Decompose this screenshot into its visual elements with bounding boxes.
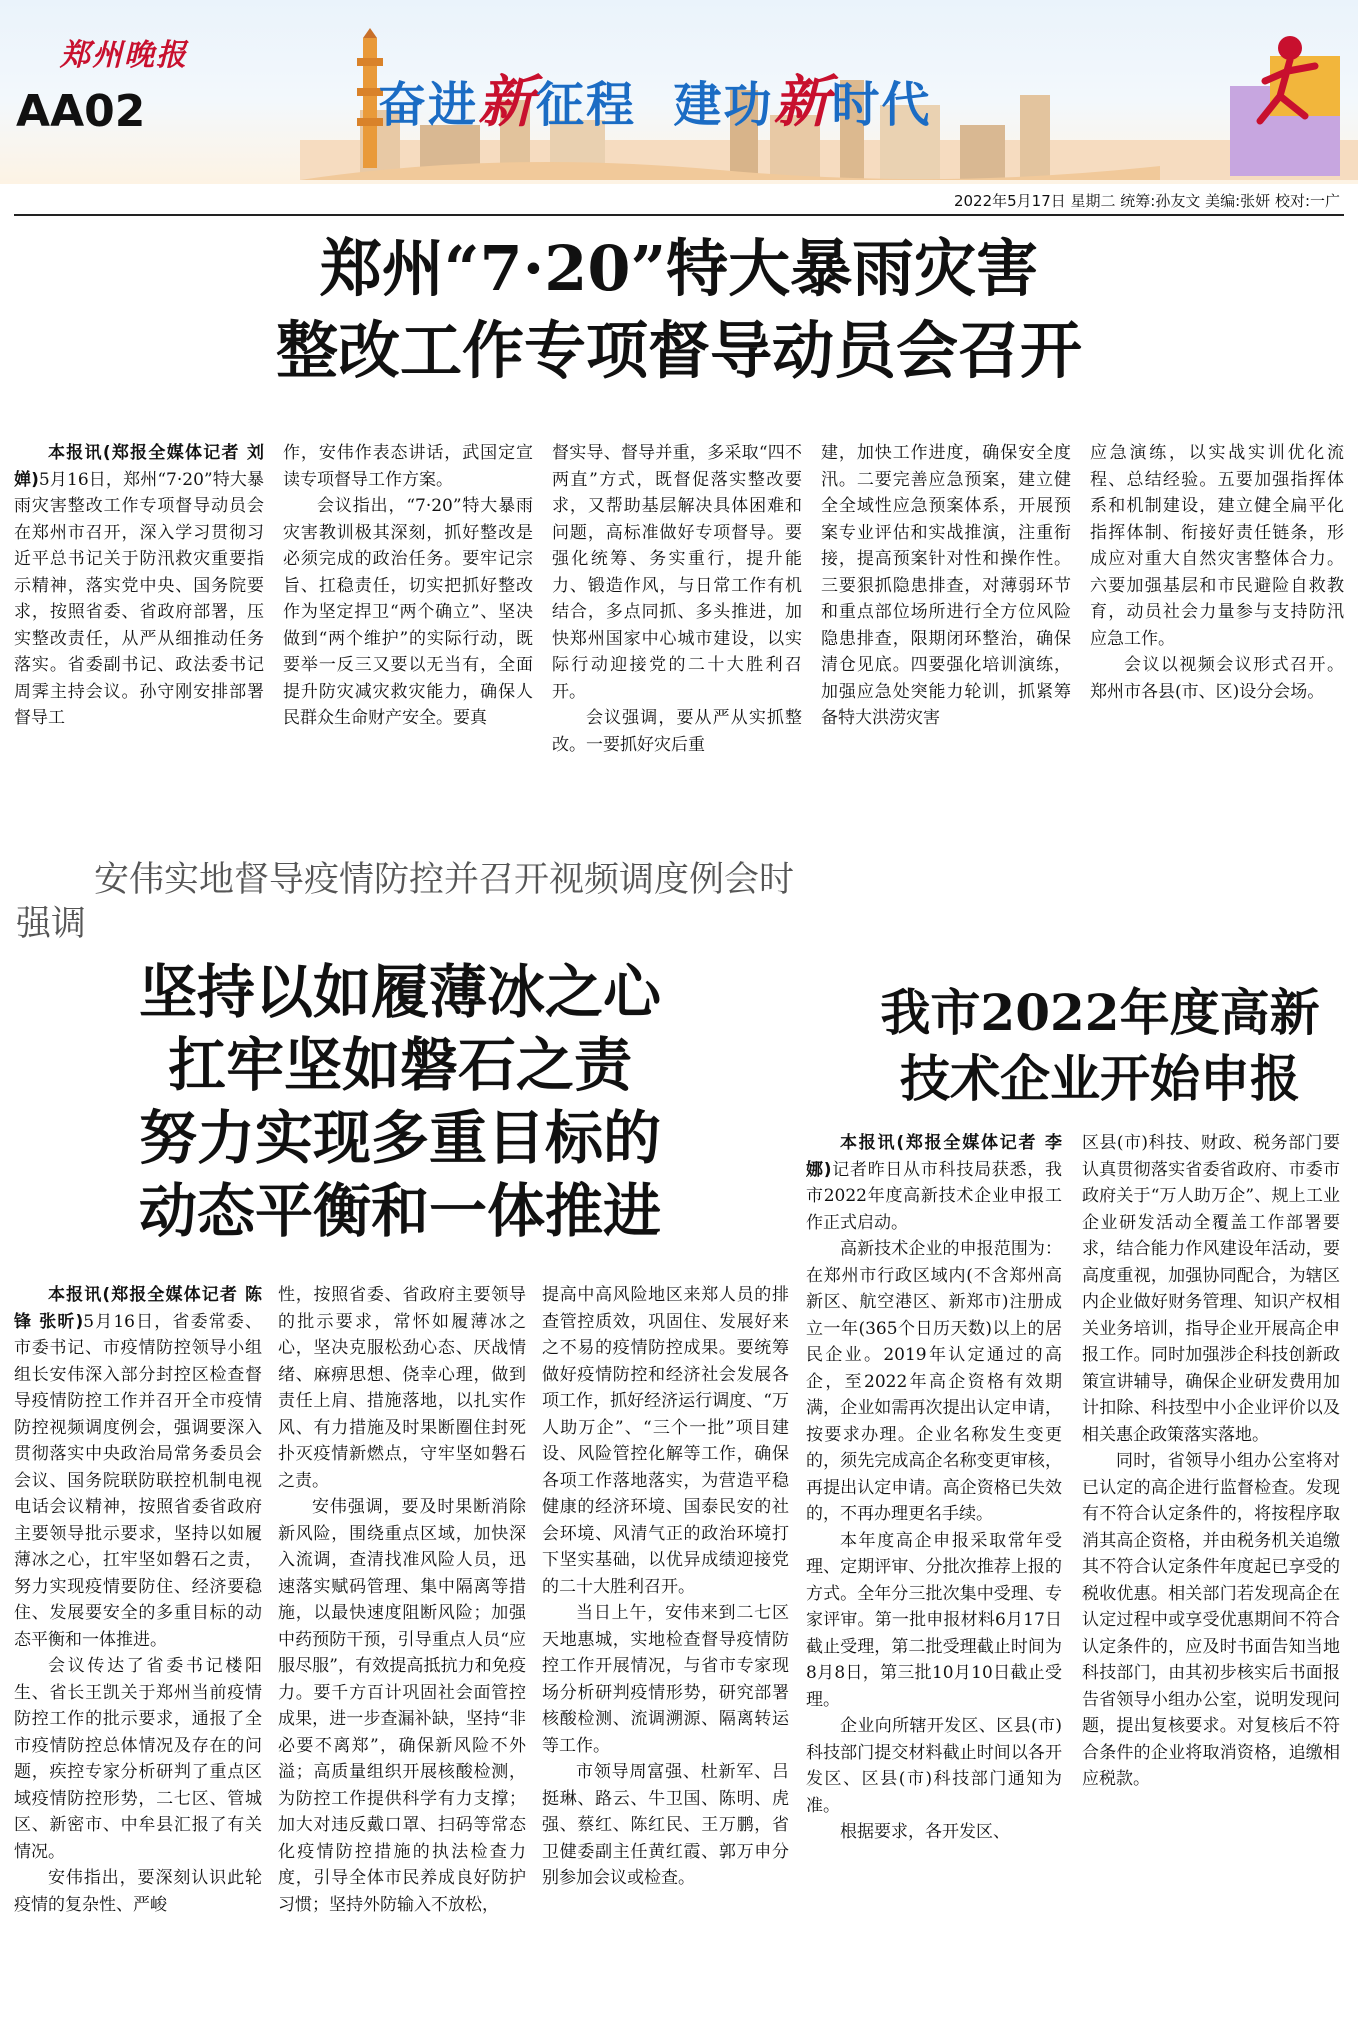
headline-line: 坚持以如履薄冰之心 xyxy=(138,958,661,1026)
headline-line: 动态平衡和一体推进 xyxy=(138,1177,661,1245)
paragraph: 安伟指出，要深刻认识此轮疫情的复杂性、严峻 xyxy=(14,1868,262,1915)
article2-body xyxy=(14,1282,789,2032)
paragraph: 作，安伟作表态讲话，武国定宣读专项督导工作方案。 xyxy=(283,443,533,490)
paragraph: 当日上午，安伟来到二七区天地惠城，实地检查督导疫情防控工作开展情况，与省市专家现场分析研判疫情形势，研究部署核酸检测、流调溯源、隔离转运等工作。 xyxy=(542,1603,789,1756)
article2-subtitle: 安伟实地督导疫情防控并召开视频调度例会时强调 xyxy=(16,860,795,944)
paragraph: 应急演练，以实战实训优化流程、总结经验。五要加强指挥体系和机制建设，建立健全扁平化指挥体制、衔接好责任链条，形成应对重大自然灾害整体合力。六要加强基层和市民避险自救教育，动员社会力量参与支持防汛应急工作。 xyxy=(1090,443,1344,649)
page-number: AA02 xyxy=(16,86,146,137)
paragraph: 根据要求，各开发区、 xyxy=(840,1822,1010,1842)
paragraph: 同时，省领导小组办公室将对已认定的高企进行监督检查。发现有不符合认定条件的，将按程序取消其高企资格，并由税务机关追缴其不符合认定条件年度起已享受的税收优惠。相关部门若发现高企在认定过程中或享受优惠期间不符合认定条件的，应及时书面告知当地科技部门，由其初步核实后书面报告省领导小组办公室，说明发现问题，提出复核要求。对复核后不符合条件的企业将取消资格，追缴相应税款。 xyxy=(1082,1451,1340,1789)
article2-column-3 xyxy=(542,1282,789,2027)
article1-body xyxy=(14,440,1344,820)
headline-line: 郑州“7·20”特大暴雨灾害 xyxy=(319,232,1039,305)
paragraph: 高新技术企业的申报范围为：在郑州市行政区域内(不含郑州高新区、航空港区、新郑市)注册成立一年(365个日历天数)以上的居民企业。2019年认定通过的高企，至2022年高企资格有效期满，企业如需再次提出认定申请，按要求办理。企业名称发生变更的，须先完成高企名称变更审核，再提出认定申请。高企资格已失效的，不再办理更名手续。 xyxy=(806,1239,1062,1524)
paragraph: 会议强调，要从严从实抓整改。一要抓好灾后重 xyxy=(552,708,802,755)
header-rule xyxy=(14,214,1344,216)
paragraph: 5月16日，省委常委、市委书记、市疫情防控领导小组组长安伟深入部分封控区检查督导疫情防控工作并召开全市疫情防控视频调度例会，强调要深入贯彻落实中央政治局常务委员会会议、国务院联防联控机制电视电话会议精神，按照省委省政府主要领导批示要求，坚持以如履薄冰之心，扛牢坚如磐石之责，努力实现疫情要防住、经济要稳住、发展要安全的多重目标的动态平衡和一体推进。 xyxy=(14,1311,262,1650)
runner-illustration xyxy=(1170,26,1350,176)
article1-column-2 xyxy=(283,440,533,815)
slogan-part: 奋进 xyxy=(378,77,479,133)
paragraph: 提高中高风险地区来郑人员的排查管控质效，巩固住、发展好来之不易的疫情防控成果。要统筹做好疫情防控和经济社会发展各项工作，抓好经济运行调度、“万人助万企”、“三个一批”项目建设、风险管控化解等工作，确保各项工作落地落实，为营造平稳健康的经济环境、国泰民安的社会环境、风清气正的政治环境打下坚实基础，以优异成绩迎接党的二十大胜利召开。 xyxy=(542,1285,789,1597)
article3-headline xyxy=(850,980,1350,1112)
masthead-slogan xyxy=(378,58,931,138)
page-number-value: A02 xyxy=(50,86,146,137)
headline-line: 努力实现多重目标的 xyxy=(138,1104,661,1172)
slogan-accent: 新 xyxy=(478,70,537,135)
paragraph: 区县(市)科技、财政、税务部门要认真贯彻落实省委省政府、市委市政府关于“万人助万企”、规上工业企业研发活动全覆盖工作部署要求，结合能力作风建设年活动，要高度重视，加强协同配合，为辖区内企业做好财务管理、知识产权相关业务培训，指导企业开展高企申报工作。同时加强涉企科技创新政策宣讲辅导，确保企业研发费用加计扣除、科技型中小企业评价以及相关惠企政策落实落地。 xyxy=(1082,1133,1340,1445)
article3-column-2 xyxy=(1082,1130,1340,2027)
paragraph: 督实导、督导并重，多采取“四不两直”方式，既督促落实整改要求，又帮助基层解决具体困难和问题，高标准做好专项督导。要强化统筹、务实重行，提升能力、锻造作风，与日常工作有机结合，多点同抓、多头推进，加快郑州国家中心城市建设，以实际行动迎接党的二十大胜利召开。 xyxy=(552,443,802,702)
paragraph: 企业向所辖开发区、区县(市)科技部门提交材料截止时间以各开发区、区县(市)科技部门通知为准。 xyxy=(806,1716,1062,1816)
paragraph: 会议传达了省委书记楼阳生、省长王凯关于郑州当前疫情防控工作的批示要求，通报了全市疫情防控总体情况及存在的问题，疾控专家分析研判了重点区域疫情防控形势，二七区、管城区、新密市、中牟县汇报了有关情况。 xyxy=(14,1656,262,1862)
paragraph: 记者昨日从市科技局获悉，我市2022年度高新技术企业申报工作正式启动。 xyxy=(806,1159,1062,1233)
article2-column-1 xyxy=(14,1282,262,2027)
byline: 本报讯(郑报全媒体记者 陈锋 张昕) xyxy=(14,1285,262,1332)
byline: 本报讯(郑报全媒体记者 刘婵) xyxy=(14,443,264,490)
paragraph: 会议指出，“7·20”特大暴雨灾害教训极其深刻，抓好整改是必须完成的政治任务。要牢记宗旨、扛稳责任，切实把抓好整改作为坚定捍卫“两个确立”、坚决做到“两个维护”的实际行动，既要举一反三又要以无当有，全面提升防灾减灾救灾能力，确保人民群众生命财产安全。要真 xyxy=(283,496,533,728)
paragraph: 5月16日，郑州“7·20”特大暴雨灾害整改工作专项督导动员会在郑州市召开，深入学习贯彻习近平总书记关于防汛救灾重要指示精神，落实党中央、国务院要求，按照省委、省政府部署，压实整改责任，从严从细推动任务落实。省委副书记、政法委书记周霁主持会议。孙守刚安排部署督导工 xyxy=(14,469,264,728)
paragraph: 安伟强调，要及时果断消除新风险，围绕重点区域，加快深入流调，查清找准风险人员，迅速落实赋码管理、集中隔离等措施，以最快速度阻断风险；加强中药预防干预，引导重点人员“应服尽服”，有效提高抵抗力和免疫力。要千方百计巩固社会面管控成果，进一步查漏补缺，坚持“非必要不离郑”，确保新风险不外溢；高质量组织开展核酸检测，为防控工作提供科学有力支撑；加大对违反戴口罩、扫码等常态化疫情防控措施的执法检查力度，引导全体市民养成良好防护习惯；坚持外防输入不放松， xyxy=(278,1497,526,1915)
article1-column-5 xyxy=(1090,440,1344,815)
headline-line: 整改工作专项督导动员会召开 xyxy=(275,314,1082,387)
slogan-part: 征程 建功 xyxy=(536,77,774,133)
article1-column-4 xyxy=(821,440,1071,815)
paragraph: 建，加快工作进度，确保安全度汛。二要完善应急预案，建立健全全域性应急预案体系，开展预案专业评估和实战推演，注重衔接，提高预案针对性和操作性。三要狠抓隐患排查，对薄弱环节和重点部位场所进行全方位风险隐患排查，限期闭环整治，确保清仓见底。四要强化培训演练，加强应急处突能力轮训，抓紧筹备特大洪涝灾害 xyxy=(821,443,1071,728)
paragraph: 性，按照省委、省政府主要领导的批示要求，常怀如履薄冰之心，坚决克服松劲心态、厌战情绪、麻痹思想、侥幸心理，做到责任上肩、措施落地，以扎实作风、有力措施及时果断圈住封死扑灭疫情新燃点，守牢坚如磐石之责。 xyxy=(278,1285,526,1491)
article2-headline xyxy=(0,956,800,1248)
article1-headline xyxy=(0,228,1358,392)
slogan-part: 时代 xyxy=(831,77,932,133)
article2-column-2 xyxy=(278,1282,526,2027)
byline: 本报讯(郑报全媒体记者 李娜) xyxy=(806,1133,1062,1180)
article3-body xyxy=(806,1130,1346,2032)
headline-line: 扛牢坚如磐石之责 xyxy=(167,1031,632,1099)
slogan-accent: 新 xyxy=(773,70,832,135)
paragraph: 本年度高企申报采取常年受理、定期评审、分批次推荐上报的方式。全年分三批次集中受理、专家评审。第一批申报材料6月17日截止受理，第二批受理截止时间为8月8日，第三批10月10日截止受理。 xyxy=(806,1530,1062,1710)
article1-column-1 xyxy=(14,440,264,815)
headline-line: 我市2022年度高新 xyxy=(880,983,1320,1042)
article3-column-1 xyxy=(806,1130,1062,2027)
newspaper-logo: 郑州晚报 xyxy=(60,38,188,73)
paragraph: 市领导周富强、杜新军、吕挺琳、路云、牛卫国、陈明、虎强、蔡红、陈红民、王万鹏，省卫健委副主任黄红霞、郭万申分别参加会议或检查。 xyxy=(542,1762,789,1888)
dateline: 2022年5月17日 星期二 统筹:孙友文 美编:张妍 校对:一广 xyxy=(953,192,1340,210)
paragraph: 会议以视频会议形式召开。郑州市各县(市、区)设分会场。 xyxy=(1090,655,1344,702)
article1-column-3 xyxy=(552,440,802,815)
headline-line: 技术企业开始申报 xyxy=(900,1049,1300,1108)
